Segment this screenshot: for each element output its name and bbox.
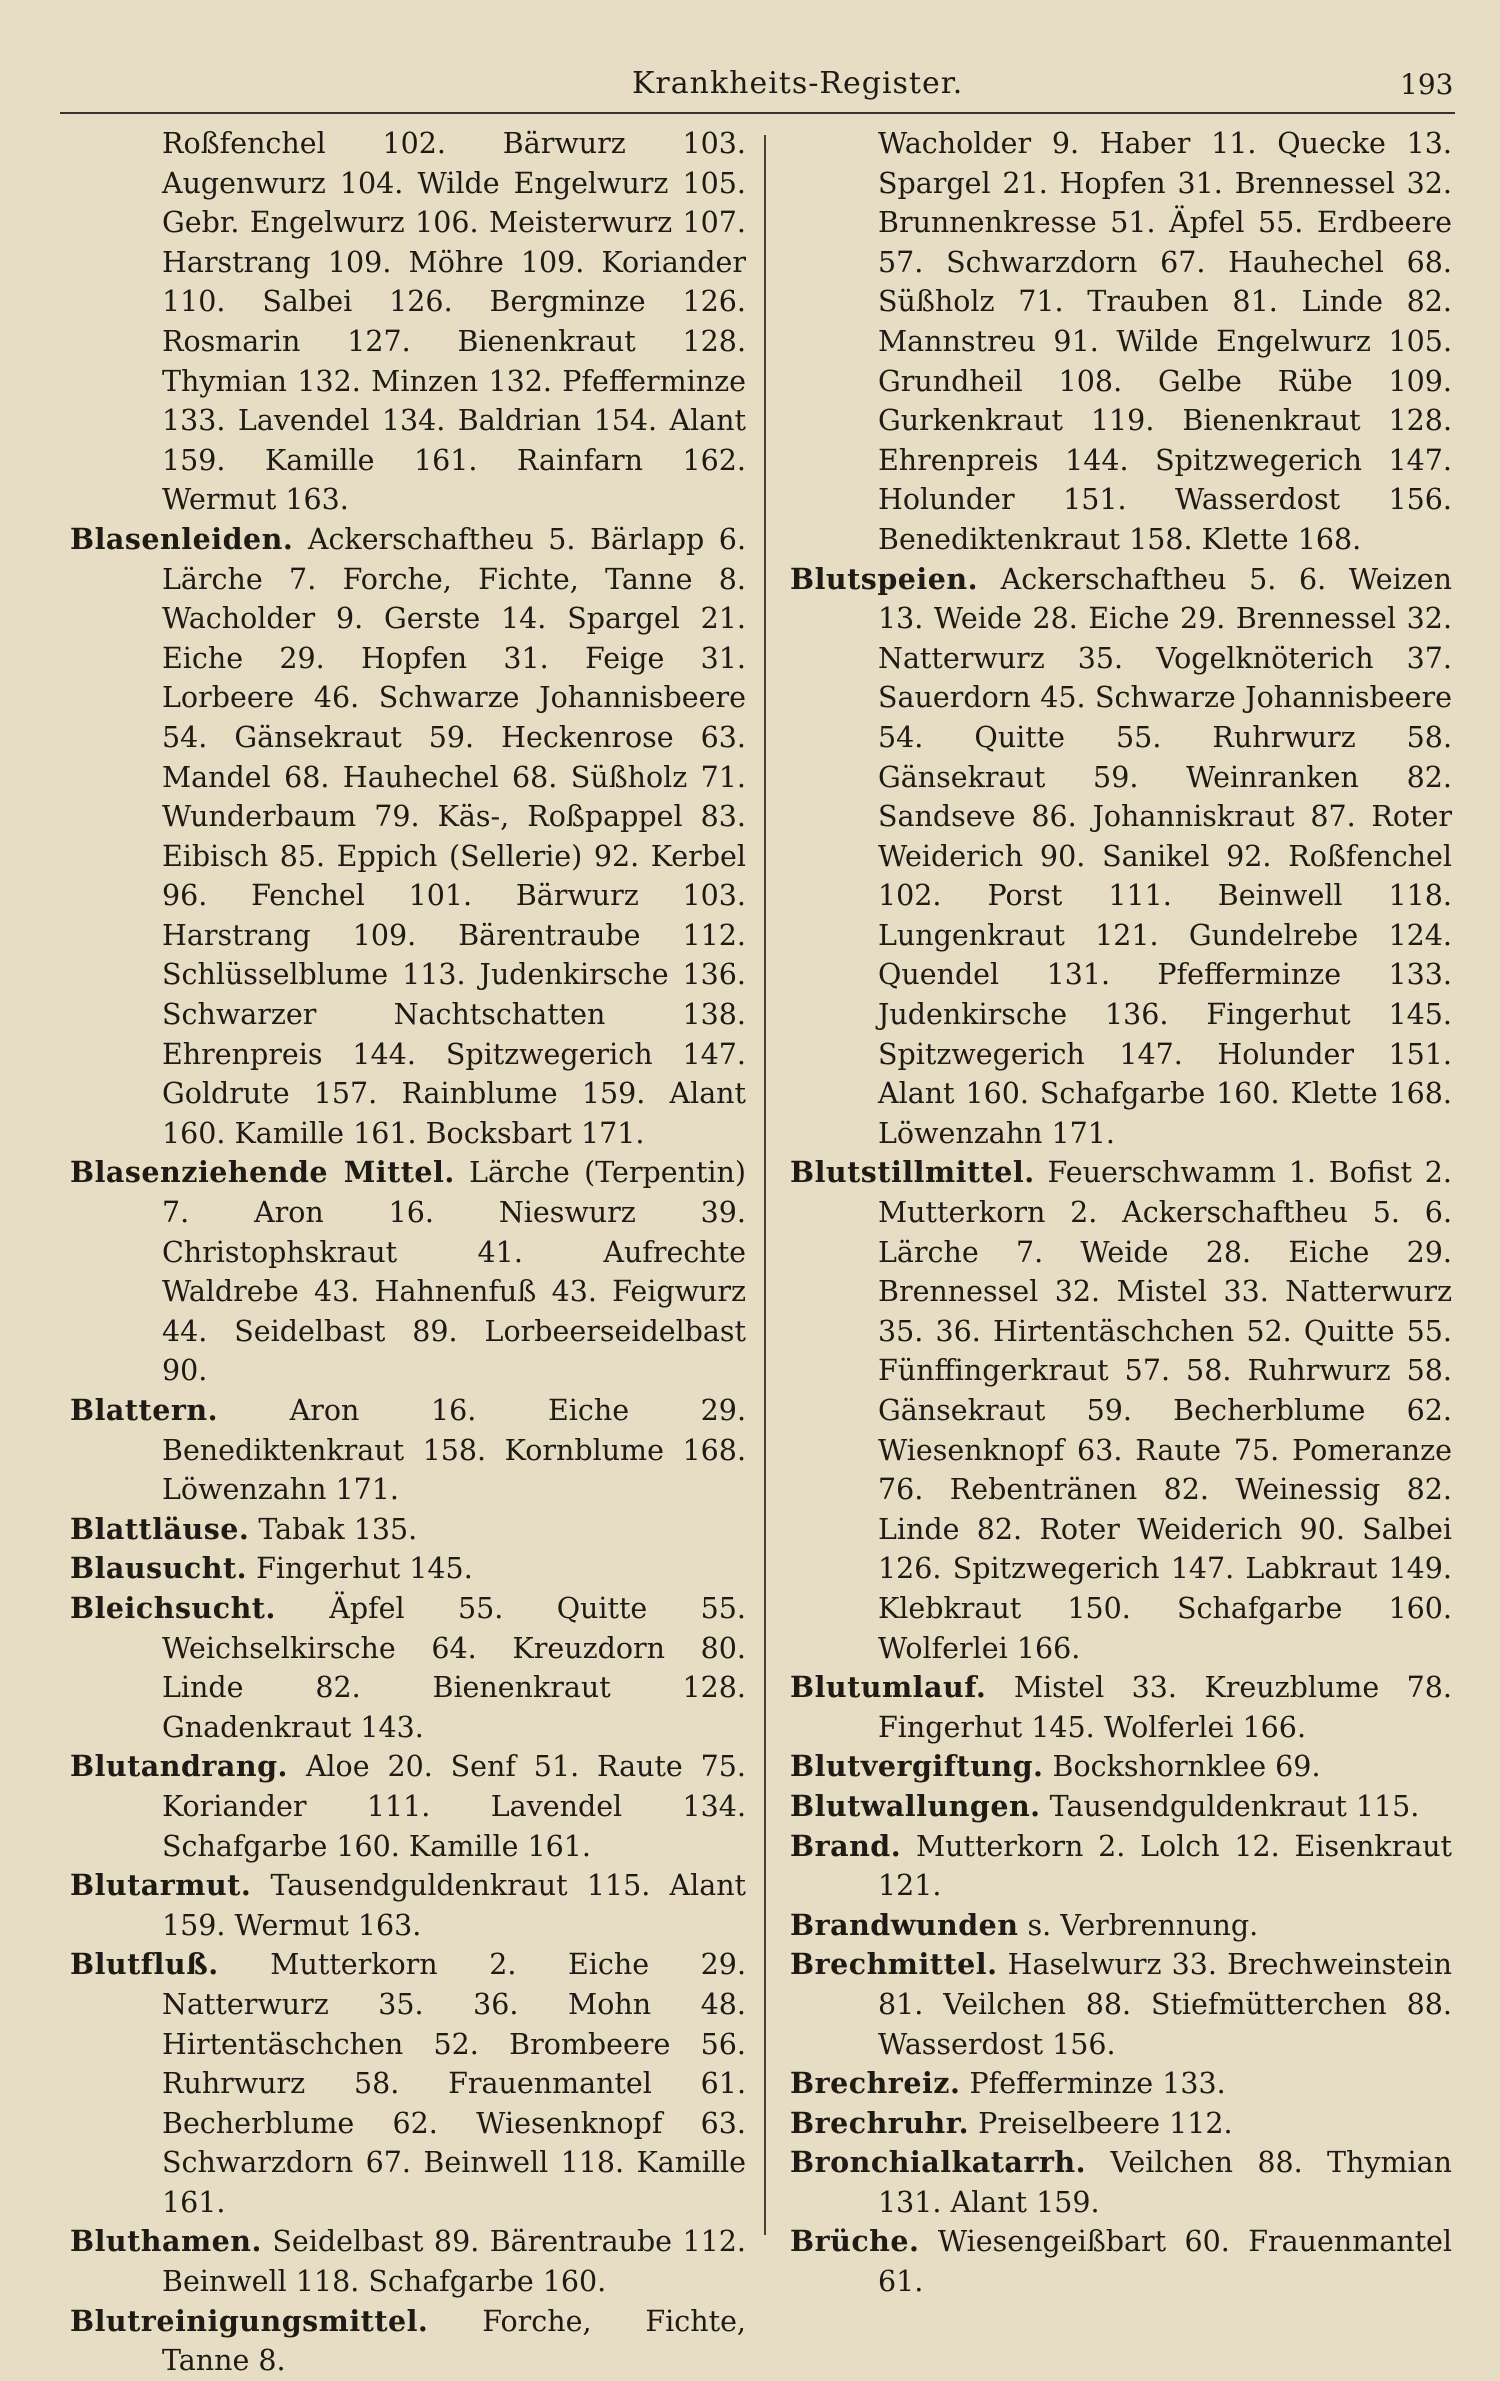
index-entry bbox=[70, 1549, 746, 1589]
entry-lemma: Blutwallungen. bbox=[790, 1788, 1041, 1823]
index-entry bbox=[70, 1391, 746, 1510]
entry-lemma: Brechreiz. bbox=[790, 2066, 961, 2101]
entry-text: Ackerschaftheu 5. Bärlapp 6. Lärche 7. Forche, Fichte, Tanne 8. Wacholder 9. Gerste 14. Spargel 21. Eiche 29. Hopfen 31. Feige 31. Lorbeere 46. Schwarze Johannisbeere 54. Gänsekraut 59. Heckenrose 63. Mandel 68. Hauhechel 68. Süßholz 71. Wunderbaum 79. Käs-, Roßpappel 83. Eibisch 85. Eppich (Sellerie) 92. Kerbel 96. Fenchel 101. Bärwurz 103. Harstrang 109. Bärentraube 112. Schlüsselblume 113. Judenkirsche 136. Schwarzer Nachtschatten 138. Ehrenpreis 144. Spitzwegerich 147. Goldrute 157. Rainblume 159. Alant 160. Kamille 161. Bocksbart 171. bbox=[162, 522, 746, 1150]
entry-lemma: Brechruhr. bbox=[790, 2105, 970, 2140]
entry-lemma: Bronchialkatarrh. bbox=[790, 2145, 1087, 2180]
index-entry bbox=[790, 2222, 1452, 2301]
entry-lemma: Blattläuse. bbox=[70, 1511, 250, 1546]
entry-text: Mutterkorn 2. Eiche 29. Natterwurz 35. 36. Mohn 48. Hirtentäschchen 52. Brombeere 56. Ruhrwurz 58. Frauenmantel 61. Becherblume 62. Wiesenknopf 63. Schwarzdorn 67. Beinwell 118. Kamille 161. bbox=[162, 1948, 747, 2219]
right-column bbox=[790, 124, 1452, 2302]
entry-lemma: Blutumlauf. bbox=[790, 1670, 987, 1705]
entry-text: Fingerhut 145. bbox=[256, 1552, 473, 1586]
index-entry bbox=[70, 520, 746, 1154]
entry-text: Forche, Fichte, Tanne 8. bbox=[162, 2304, 746, 2378]
entry-text: Aloe 20. Senf 51. Raute 75. Koriander 111. Lavendel 134. Schafgarbe 160. Kamille 161. bbox=[162, 1750, 746, 1863]
entry-lemma: Blutstillmittel. bbox=[790, 1155, 1035, 1190]
entry-text: Aron 16. Eiche 29. Benediktenkraut 158. Kornblume 168. Löwenzahn 171. bbox=[162, 1394, 747, 1507]
index-entry bbox=[70, 1153, 746, 1391]
index-entry bbox=[70, 2222, 746, 2301]
running-title: Krankheits-Register. bbox=[632, 66, 964, 101]
entry-lemma: Bluthamen. bbox=[70, 2224, 262, 2259]
index-entry bbox=[70, 2302, 746, 2381]
entry-lemma: Blattern. bbox=[70, 1393, 219, 1427]
entry-text: s. Verbrennung. bbox=[1027, 1908, 1259, 1942]
running-header bbox=[0, 62, 1500, 112]
entry-text: Wacholder 9. Haber 11. Quecke 13. Spargel 21. Hopfen 31. Brennessel 32. Brunnenkresse 51. Äpfel 55. Erdbeere 57. Schwarzdorn 67. Hauhechel 68. Süßholz 71. Trauben 81. Linde 82. Mannstreu 91. Wilde Engelwurz 105. Grundheil 108. Gelbe Rübe 109. Gurkenkraut 119. Bienenkraut 128. Ehrenpreis 144. Spitzwegerich 147. Holunder 151. Wasserdost 156. Benediktenkraut 158. Klette 168. bbox=[878, 127, 1452, 556]
entry-lemma: Brandwunden bbox=[790, 1907, 1019, 1942]
entry-text: Äpfel 55. Quitte 55. Weichselkirsche 64. Kreuzdorn 80. Linde 82. Bienenkraut 128. Gnadenkraut 143. bbox=[162, 1591, 746, 1744]
entry-text: Haselwurz 33. Brechweinstein 81. Veilchen 88. Stiefmütterchen 88. Wasserdost 156. bbox=[878, 1948, 1452, 2061]
index-entry bbox=[70, 1866, 746, 1945]
entry-lemma: Blutvergiftung. bbox=[790, 1749, 1044, 1784]
entry-lemma: Blutandrang. bbox=[70, 1749, 288, 1784]
entry-text: Preiselbeere 112. bbox=[978, 2106, 1233, 2140]
entry-lemma: Brand. bbox=[790, 1828, 902, 1863]
entry-lemma: Blutreinigungsmittel. bbox=[70, 2303, 429, 2338]
index-entry bbox=[790, 2104, 1452, 2144]
entry-lemma: Blausucht. bbox=[70, 1551, 248, 1586]
entry-text: Roßfenchel 102. Bärwurz 103. Augenwurz 104. Wilde Engelwurz 105. Gebr. Engelwurz 106. Meisterwurz 107. Harstrang 109. Möhre 109. Koriander 110. Salbei 126. Bergminze 126. Rosmarin 127. Bienenkraut 128. Thymian 132. Minzen 132. Pfefferminze 133. Lavendel 134. Baldrian 154. Alant 159. Kamille 161. Rainfarn 162. Wermut 163. bbox=[162, 127, 746, 517]
entry-lemma: Brüche. bbox=[790, 2224, 920, 2259]
entry-lemma: Blutarmut. bbox=[70, 1868, 252, 1903]
entry-text: Tabak 135. bbox=[258, 1512, 418, 1546]
page-number: 193 bbox=[1400, 68, 1454, 101]
index-entry bbox=[790, 1906, 1452, 1946]
entry-text: Feuerschwamm 1. Bofist 2. Mutterkorn 2. Ackerschaftheu 5. 6. Lärche 7. Weide 28. Eiche 29. Brennessel 32. Mistel 33. Natterwurz 35. 36. Hirtentäschchen 52. Quitte 55. Fünffingerkraut 57. 58. Ruhrwurz 58. Gänsekraut 59. Becherblume 62. Wiesenknopf 63. Raute 75. Pomeranze 76. Rebentränen 82. Weinessig 82. Linde 82. Roter Weiderich 90. Salbei 126. Spitzwegerich 147. Labkraut 149. Klebkraut 150. Schafgarbe 160. Wolferlei 166. bbox=[878, 1156, 1452, 1665]
header-rule bbox=[60, 112, 1455, 114]
index-entry bbox=[790, 2143, 1452, 2222]
entry-text: Ackerschaftheu 5. 6. Weizen 13. Weide 28. Eiche 29. Brennessel 32. Natterwurz 35. Vogelknöterich 37. Sauerdorn 45. Schwarze Johannisbeere 54. Quitte 55. Ruhrwurz 58. Gänsekraut 59. Weinranken 82. Sandseve 86. Johanniskraut 87. Roter Weiderich 90. Sanikel 92. Roßfenchel 102. Porst 111. Beinwell 118. Lungenkraut 121. Gundelrebe 124. Quendel 131. Pfefferminze 133. Judenkirsche 136. Fingerhut 145. Spitzwegerich 147. Holunder 151. Alant 160. Schafgarbe 160. Klette 168. Löwenzahn 171. bbox=[878, 562, 1452, 1150]
entry-lemma: Blutfluß. bbox=[70, 1947, 219, 1982]
index-entry bbox=[70, 124, 746, 520]
entry-text: Seidelbast 89. Bärentraube 112. Beinwell 118. Schafgarbe 160. bbox=[162, 2225, 746, 2299]
entry-text: Mutterkorn 2. Lolch 12. Eisenkraut 121. bbox=[878, 1829, 1453, 1903]
entry-text: Tausendguldenkraut 115. bbox=[1049, 1789, 1420, 1823]
index-entry bbox=[790, 560, 1452, 1154]
index-entry bbox=[790, 124, 1452, 560]
entry-lemma: Blutspeien. bbox=[790, 561, 979, 596]
index-entry bbox=[70, 1510, 746, 1550]
index-entry bbox=[790, 1153, 1452, 1668]
entry-lemma: Bleichsucht. bbox=[70, 1590, 276, 1625]
index-entry bbox=[70, 1945, 746, 2222]
index-entry bbox=[70, 1589, 746, 1747]
index-entry bbox=[790, 1668, 1452, 1747]
index-entry bbox=[790, 1747, 1452, 1787]
column-divider bbox=[764, 135, 766, 2235]
entry-text: Wiesengeißbart 60. Frauenmantel 61. bbox=[878, 2225, 1452, 2299]
index-entry bbox=[70, 1747, 746, 1866]
index-entry bbox=[790, 1787, 1452, 1827]
entry-text: Lärche (Terpentin) 7. Aron 16. Nieswurz 39. Christophskraut 41. Aufrechte Waldrebe 43. Hahnenfuß 43. Feigwurz 44. Seidelbast 89. Lorbeerseidelbast 90. bbox=[162, 1156, 746, 1388]
entry-text: Veilchen 88. Thymian 131. Alant 159. bbox=[878, 2146, 1452, 2219]
left-column bbox=[70, 124, 746, 2381]
index-entry bbox=[790, 1827, 1452, 1906]
index-entry bbox=[790, 2064, 1452, 2104]
entry-lemma: Blasenleiden. bbox=[70, 521, 294, 556]
entry-lemma: Brechmittel. bbox=[790, 1947, 998, 1982]
entry-text: Tausendguldenkraut 115. Alant 159. Wermut 163. bbox=[162, 1869, 746, 1942]
entry-text: Bockshornklee 69. bbox=[1052, 1750, 1321, 1784]
entry-text: Pfefferminze 133. bbox=[969, 2067, 1226, 2101]
index-entry bbox=[790, 1945, 1452, 2064]
entry-text: Mistel 33. Kreuzblume 78. Fingerhut 145. Wolferlei 166. bbox=[878, 1671, 1452, 1744]
entry-lemma: Blasenziehende Mittel. bbox=[70, 1155, 455, 1190]
